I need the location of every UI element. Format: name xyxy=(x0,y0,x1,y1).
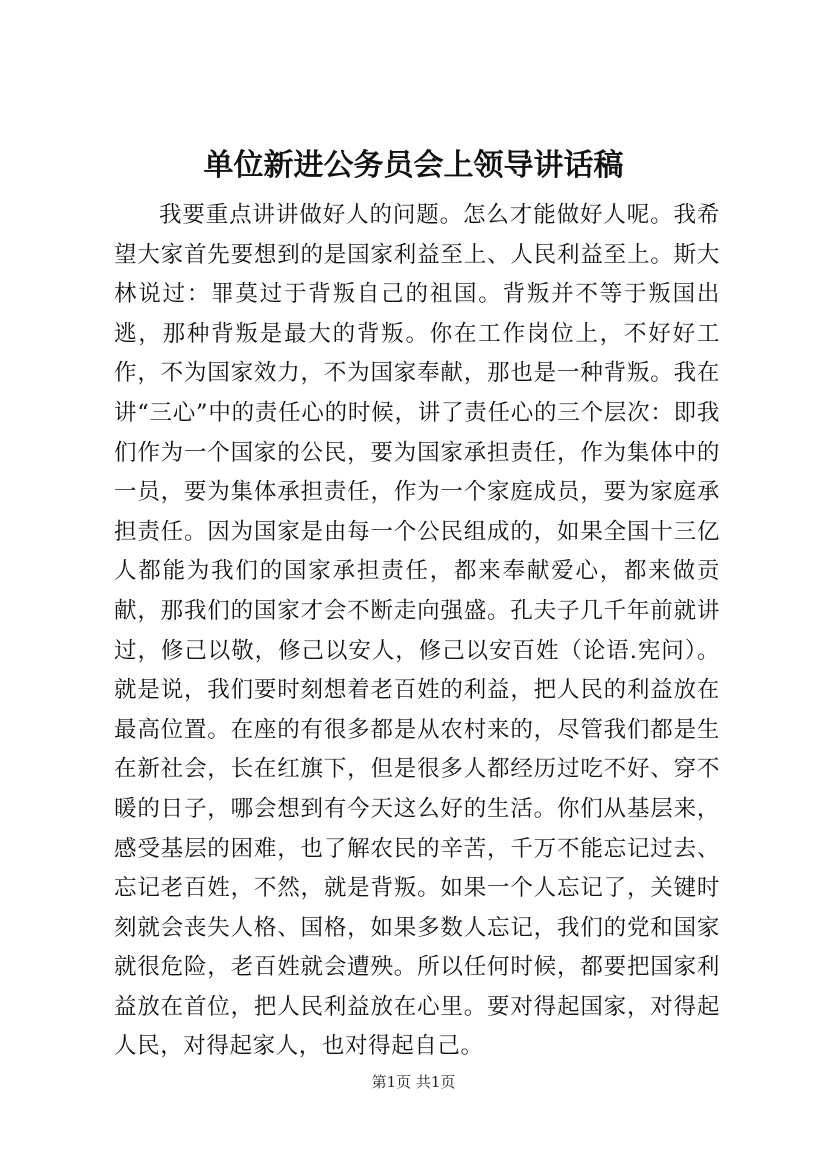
page-footer: 第1页 共1页 xyxy=(371,1073,456,1091)
document-title: 单位新进公务员会上领导讲话稿 xyxy=(203,148,624,183)
body-paragraph: 我要重点讲讲做好人的问题。怎么才能做好人呢。我希望大家首先要想到的是国家利益至上、人民利益至上。斯大林说过：罪莫过于背叛自己的祖国。背叛并不等于叛国出逃，那种背叛是最大的背叛。你在工作岗位上，不好好工作，不为国家效力，不为国家奉献，那也是一种背叛。我在讲“三心”中的责任心的时候，讲了责任心的三个层次：即我们作为一个国家的公民，要为国家承担责任，作为集体中的一员，要为集体承担责任，作为一个家庭成员，要为家庭承担责任。因为国家是由每一个公民组成的，如果全国十三亿人都能为我们的国家承担责任，都来奉献爱心，都来做贡献，那我们的国家才会不断走向强盛。孔夫子几千年前就讲过，修己以敬，修己以安人，修己以安百姓（论语.宪问）。就是说，我们要时刻想着老百姓的利益，把人民的利益放在最高位置。在座的有很多都是从农村来的，尽管我们都是生在新社会，长在红旗下，但是很多人都经历过吃不好、穿不暖的日子，哪会想到有今天这么好的生活。你们从基层来，感受基层的困难，也了解农民的辛苦，千万不能忘记过去、忘记老百姓，不然，就是背叛。如果一个人忘记了，关键时刻就会丧失人格、国格，如果多数人忘记，我们的党和国家就很危险，老百姓就会遭殃。所以任何时候，都要把国家利益放在首位，把人民利益放在心里。要对得起国家，对得起人民，对得起家人，也对得起自己。 xyxy=(114,202,720,1060)
